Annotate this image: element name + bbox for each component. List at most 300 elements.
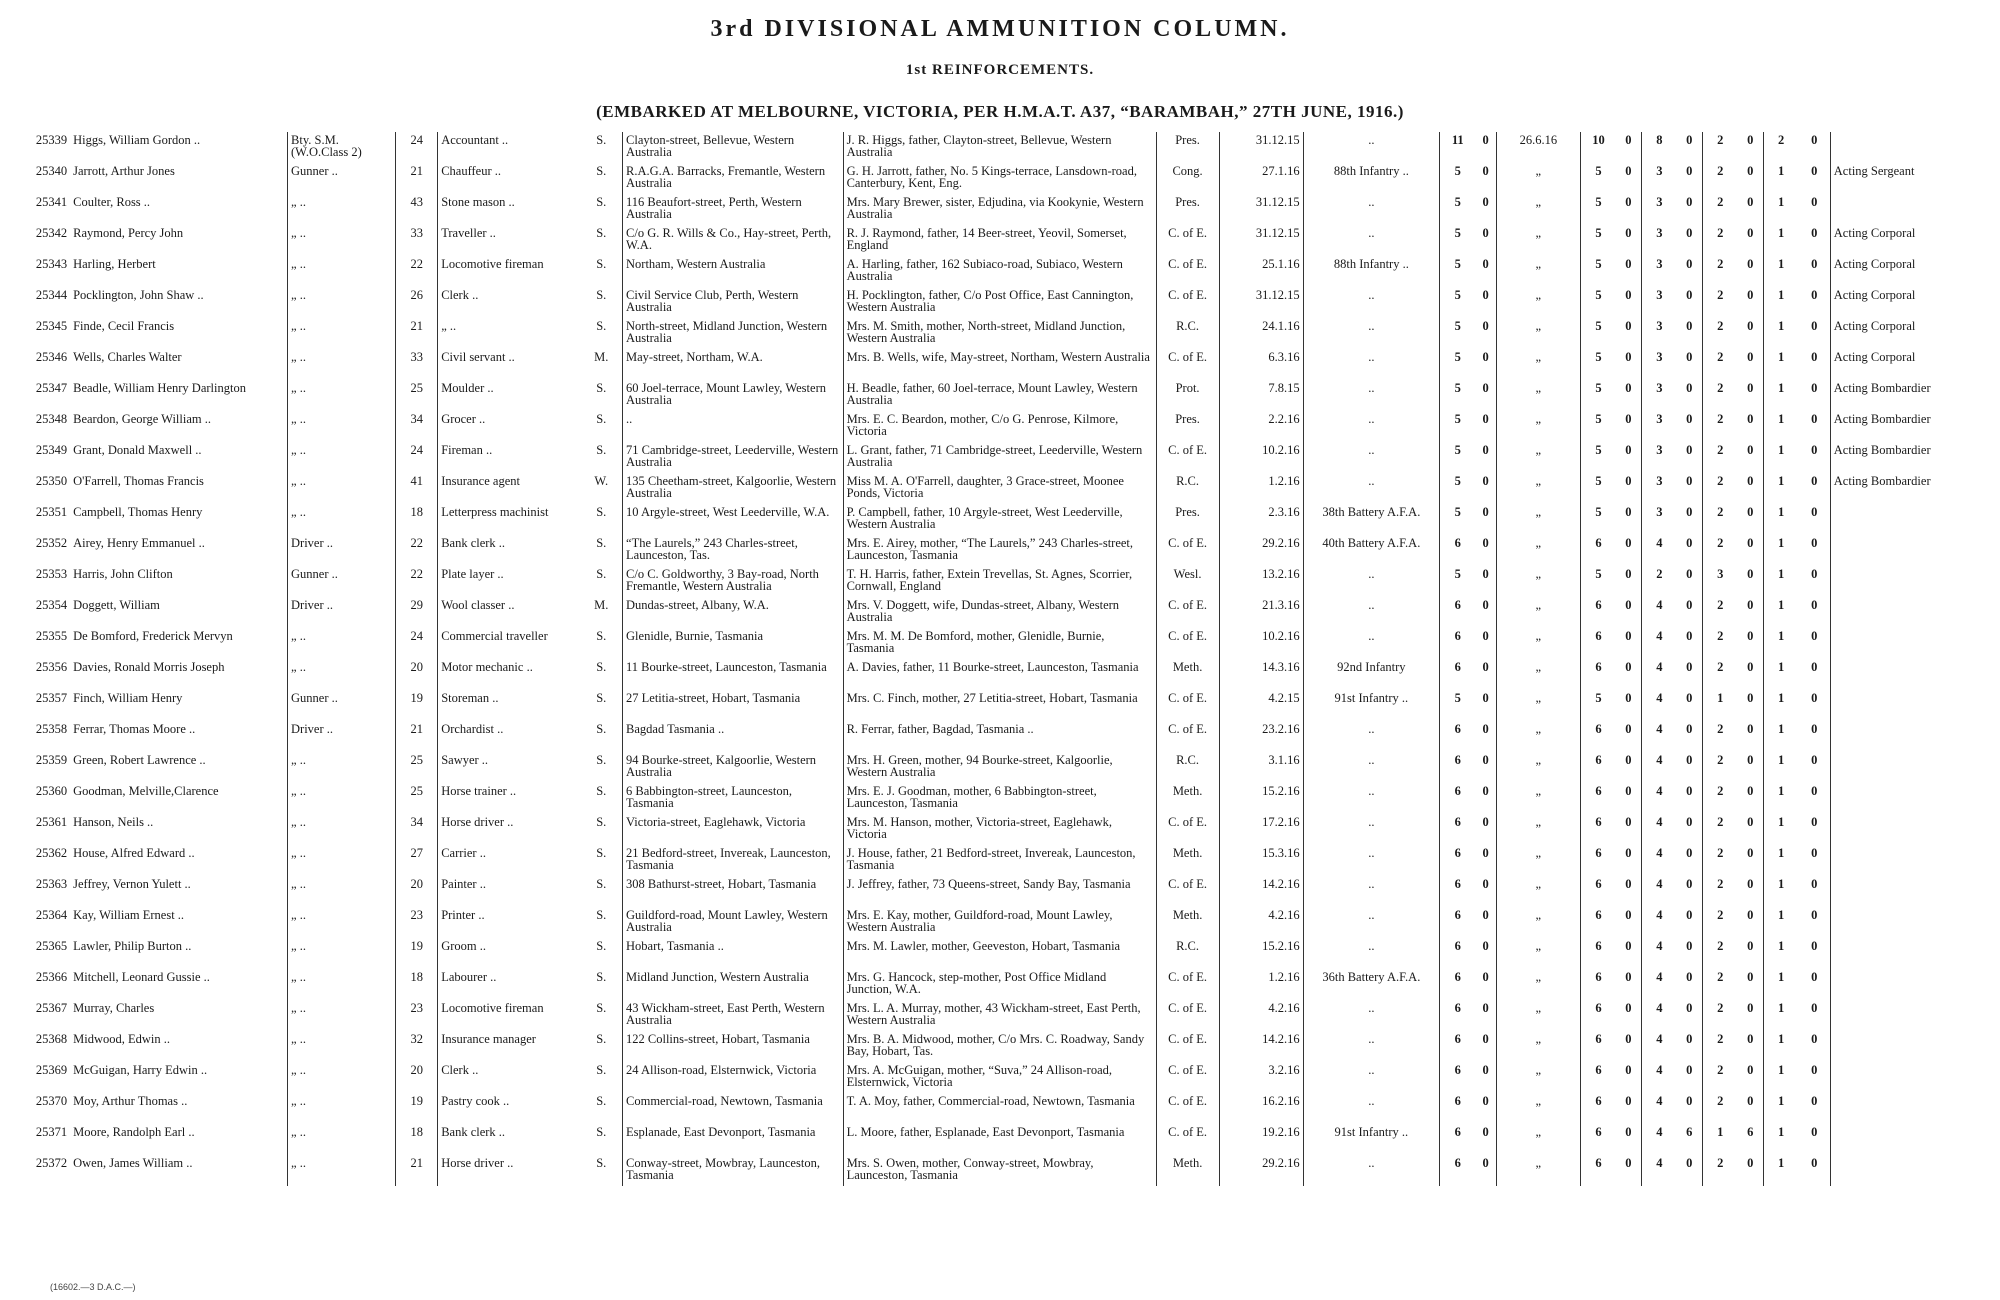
cell-prev: .. (1303, 907, 1440, 938)
cell-a2: 0 (1482, 567, 1489, 581)
cell-a1: 11 (1440, 132, 1476, 163)
cell-address: Clayton-street, Bellevue, Western Australia (623, 132, 844, 163)
cell-c1: 3 (1641, 225, 1677, 256)
cell-no: 25354 (35, 598, 68, 612)
cell-rank: „ .. (288, 225, 396, 256)
cell-prev: .. (1303, 783, 1440, 814)
cell-trade: Wool classer .. (438, 597, 581, 628)
cell-b1: 6 (1580, 1093, 1616, 1124)
nominal-roll-table (26, 132, 1988, 1186)
cell-ms: S. (596, 567, 607, 581)
cell-remark: Acting Bombardier (1830, 442, 1988, 473)
cell-prev: .. (1303, 411, 1440, 442)
cell-a2: 0 (1482, 505, 1489, 519)
cell-f2: 0 (1811, 164, 1818, 178)
cell-f2: 0 (1811, 474, 1818, 488)
cell-e1: 2 (1702, 442, 1738, 473)
cell-f2: 0 (1811, 443, 1818, 457)
cell-e2: 0 (1747, 629, 1754, 643)
cell-trade: Horse trainer .. (438, 783, 581, 814)
cell-a1: 5 (1440, 380, 1476, 411)
cell-c2: 0 (1686, 1156, 1693, 1170)
cell-date: 31.12.15 (1219, 132, 1303, 163)
cell-c2: 0 (1686, 536, 1693, 550)
cell-no: 25355 (35, 629, 68, 643)
cell-b2: 0 (1625, 381, 1632, 395)
cell-address: C/o G. R. Wills & Co., Hay-street, Perth, W.A. (623, 225, 844, 256)
cell-c1: 4 (1641, 1000, 1677, 1031)
cell-c2: 0 (1686, 319, 1693, 333)
table-row (26, 1000, 1988, 1031)
cell-prev: 38th Battery A.F.A. (1303, 504, 1440, 535)
cell-prev: .. (1303, 225, 1440, 256)
cell-e1: 1 (1702, 1124, 1738, 1155)
cell-no: 25352 (35, 536, 68, 550)
cell-name: Jarrott, Arthur Jones (73, 164, 175, 178)
cell-date: 17.2.16 (1219, 814, 1303, 845)
cell-age: 18 (396, 969, 438, 1000)
cell-e2: 0 (1747, 753, 1754, 767)
cell-a2: 0 (1482, 381, 1489, 395)
cell-d2: „ (1496, 566, 1580, 597)
cell-ms: S. (596, 846, 607, 860)
cell-ms: S. (596, 660, 607, 674)
cell-trade: Groom .. (438, 938, 581, 969)
cell-address: .. (623, 411, 844, 442)
cell-prev: .. (1303, 721, 1440, 752)
cell-a2: 0 (1482, 970, 1489, 984)
cell-date: 21.3.16 (1219, 597, 1303, 628)
cell-f1: 1 (1763, 225, 1799, 256)
cell-c2: 0 (1686, 1001, 1693, 1015)
cell-name: Higgs, William Gordon .. (73, 133, 201, 147)
cell-a2: 0 (1482, 1063, 1489, 1077)
cell-name: House, Alfred Edward .. (73, 846, 195, 860)
cell-date: 19.2.16 (1219, 1124, 1303, 1155)
cell-date: 14.3.16 (1219, 659, 1303, 690)
cell-a2: 0 (1482, 1125, 1489, 1139)
cell-a1: 5 (1440, 163, 1476, 194)
cell-ms: S. (596, 133, 607, 147)
cell-b2: 0 (1625, 1094, 1632, 1108)
cell-age: 24 (396, 442, 438, 473)
cell-age: 22 (396, 535, 438, 566)
cell-ms: S. (596, 753, 607, 767)
cell-e2: 0 (1747, 567, 1754, 581)
cell-c2: 0 (1686, 784, 1693, 798)
cell-date: 1.2.16 (1219, 473, 1303, 504)
cell-f2: 0 (1811, 412, 1818, 426)
cell-prev: .. (1303, 1155, 1440, 1186)
cell-c2: 0 (1686, 474, 1693, 488)
cell-e1: 2 (1702, 380, 1738, 411)
cell-rel: Wesl. (1156, 566, 1219, 597)
cell-f2: 0 (1811, 753, 1818, 767)
cell-no: 25341 (35, 195, 68, 209)
cell-a2: 0 (1482, 226, 1489, 240)
cell-age: 20 (396, 876, 438, 907)
cell-b1: 5 (1580, 349, 1616, 380)
table-row (26, 504, 1988, 535)
cell-b2: 0 (1625, 629, 1632, 643)
cell-kin: T. H. Harris, father, Extein Trevellas, St. Agnes, Scorrier, Cornwall, England (843, 566, 1156, 597)
cell-a2: 0 (1482, 536, 1489, 550)
cell-remark (1830, 132, 1988, 163)
cell-a2: 0 (1482, 939, 1489, 953)
cell-f1: 1 (1763, 380, 1799, 411)
cell-a1: 6 (1440, 1124, 1476, 1155)
cell-c2: 0 (1686, 970, 1693, 984)
cell-trade: Insurance manager (438, 1031, 581, 1062)
cell-no: 25367 (35, 1001, 68, 1015)
cell-b1: 5 (1580, 318, 1616, 349)
cell-no: 25361 (35, 815, 68, 829)
cell-no: 25353 (35, 567, 68, 581)
cell-e1: 2 (1702, 938, 1738, 969)
cell-address: Midland Junction, Western Australia (623, 969, 844, 1000)
cell-prev: 91st Infantry .. (1303, 690, 1440, 721)
cell-date: 14.2.16 (1219, 876, 1303, 907)
cell-a2: 0 (1482, 660, 1489, 674)
cell-b2: 0 (1625, 412, 1632, 426)
cell-c2: 0 (1686, 722, 1693, 736)
cell-a2: 0 (1482, 846, 1489, 860)
cell-name: Ferrar, Thomas Moore .. (73, 722, 196, 736)
cell-b2: 0 (1625, 195, 1632, 209)
cell-e1: 2 (1702, 659, 1738, 690)
cell-prev: .. (1303, 628, 1440, 659)
cell-d2: „ (1496, 752, 1580, 783)
cell-date: 3.2.16 (1219, 1062, 1303, 1093)
cell-remark (1830, 814, 1988, 845)
cell-kin: T. A. Moy, father, Commercial-road, Newtown, Tasmania (843, 1093, 1156, 1124)
cell-ms: S. (596, 226, 607, 240)
cell-kin: R. Ferrar, father, Bagdad, Tasmania .. (843, 721, 1156, 752)
cell-b1: 5 (1580, 163, 1616, 194)
cell-address: R.A.G.A. Barracks, Fremantle, Western Australia (623, 163, 844, 194)
cell-c2: 0 (1686, 412, 1693, 426)
table-row (26, 721, 1988, 752)
cell-rank: „ .. (288, 969, 396, 1000)
cell-b1: 5 (1580, 566, 1616, 597)
cell-b2: 0 (1625, 536, 1632, 550)
table-row (26, 287, 1988, 318)
cell-c2: 0 (1686, 567, 1693, 581)
cell-trade: Traveller .. (438, 225, 581, 256)
cell-rel: C. of E. (1156, 287, 1219, 318)
cell-b2: 0 (1625, 443, 1632, 457)
cell-age: 24 (396, 628, 438, 659)
cell-a2: 0 (1482, 443, 1489, 457)
cell-address: Conway-street, Mowbray, Launceston, Tasmania (623, 1155, 844, 1186)
cell-rank: „ .. (288, 473, 396, 504)
cell-a1: 5 (1440, 349, 1476, 380)
cell-rank: „ .. (288, 256, 396, 287)
cell-a1: 6 (1440, 938, 1476, 969)
cell-no: 25359 (35, 753, 68, 767)
cell-remark (1830, 752, 1988, 783)
cell-trade: Clerk .. (438, 1062, 581, 1093)
cell-age: 25 (396, 783, 438, 814)
cell-c2: 0 (1686, 1032, 1693, 1046)
cell-b1: 5 (1580, 380, 1616, 411)
cell-f1: 1 (1763, 845, 1799, 876)
cell-rank: „ .. (288, 1031, 396, 1062)
cell-kin: Mrs. E. Kay, mother, Guildford-road, Mount Lawley, Western Australia (843, 907, 1156, 938)
cell-c1: 4 (1641, 690, 1677, 721)
cell-c1: 3 (1641, 256, 1677, 287)
cell-ms: S. (596, 1156, 607, 1170)
cell-name: Moy, Arthur Thomas .. (73, 1094, 188, 1108)
cell-ms: S. (596, 288, 607, 302)
table-row (26, 349, 1988, 380)
cell-no: 25366 (35, 970, 68, 984)
cell-prev: .. (1303, 194, 1440, 225)
cell-a1: 6 (1440, 907, 1476, 938)
cell-prev: 91st Infantry .. (1303, 1124, 1440, 1155)
cell-f1: 1 (1763, 907, 1799, 938)
cell-date: 10.2.16 (1219, 442, 1303, 473)
cell-b1: 6 (1580, 1000, 1616, 1031)
cell-kin: H. Beadle, father, 60 Joel-terrace, Mount Lawley, Western Australia (843, 380, 1156, 411)
cell-rank: Gunner .. (288, 566, 396, 597)
cell-e2: 0 (1747, 443, 1754, 457)
cell-age: 19 (396, 690, 438, 721)
cell-b1: 6 (1580, 876, 1616, 907)
cell-rank: Driver .. (288, 721, 396, 752)
cell-c2: 0 (1686, 288, 1693, 302)
cell-c1: 3 (1641, 380, 1677, 411)
cell-remark: Acting Corporal (1830, 225, 1988, 256)
cell-a2: 0 (1482, 319, 1489, 333)
cell-rel: Meth. (1156, 907, 1219, 938)
cell-name: Grant, Donald Maxwell .. (73, 443, 202, 457)
cell-remark (1830, 566, 1988, 597)
cell-f1: 1 (1763, 721, 1799, 752)
cell-c2: 0 (1686, 226, 1693, 240)
cell-prev: .. (1303, 349, 1440, 380)
cell-date: 13.2.16 (1219, 566, 1303, 597)
cell-remark (1830, 876, 1988, 907)
cell-a1: 5 (1440, 411, 1476, 442)
cell-no: 25347 (35, 381, 68, 395)
cell-prev: .. (1303, 814, 1440, 845)
cell-f2: 0 (1811, 691, 1818, 705)
cell-no: 25357 (35, 691, 68, 705)
cell-kin: Miss M. A. O'Farrell, daughter, 3 Grace-street, Moonee Ponds, Victoria (843, 473, 1156, 504)
cell-a2: 0 (1482, 412, 1489, 426)
cell-age: 22 (396, 566, 438, 597)
cell-c1: 4 (1641, 1124, 1677, 1155)
cell-kin: L. Grant, father, 71 Cambridge-street, Leederville, Western Australia (843, 442, 1156, 473)
cell-remark (1830, 1000, 1988, 1031)
cell-age: 29 (396, 597, 438, 628)
cell-e1: 2 (1702, 752, 1738, 783)
cell-name: Beadle, William Henry Darlington (73, 381, 246, 395)
cell-date: 27.1.16 (1219, 163, 1303, 194)
cell-f2: 0 (1811, 970, 1818, 984)
cell-d2: „ (1496, 442, 1580, 473)
table-row (26, 194, 1988, 225)
cell-prev: .. (1303, 845, 1440, 876)
cell-name: Raymond, Percy John (73, 226, 184, 240)
cell-a1: 5 (1440, 194, 1476, 225)
cell-rel: C. of E. (1156, 969, 1219, 1000)
cell-ms: S. (596, 319, 607, 333)
cell-ms: S. (596, 412, 607, 426)
cell-e2: 0 (1747, 195, 1754, 209)
cell-rank: „ .. (288, 876, 396, 907)
cell-name: Mitchell, Leonard Gussie .. (73, 970, 210, 984)
cell-rank: „ .. (288, 411, 396, 442)
cell-address: Civil Service Club, Perth, Western Australia (623, 287, 844, 318)
cell-address: Glenidle, Burnie, Tasmania (623, 628, 844, 659)
cell-e2: 0 (1747, 1063, 1754, 1077)
cell-name: Hanson, Neils .. (73, 815, 154, 829)
cell-date: 25.1.16 (1219, 256, 1303, 287)
cell-remark: Acting Bombardier (1830, 411, 1988, 442)
cell-trade: Chauffeur .. (438, 163, 581, 194)
cell-trade: Grocer .. (438, 411, 581, 442)
cell-no: 25364 (35, 908, 68, 922)
cell-rank: „ .. (288, 442, 396, 473)
cell-c2: 0 (1686, 164, 1693, 178)
cell-e2: 0 (1747, 722, 1754, 736)
cell-trade: Stone mason .. (438, 194, 581, 225)
cell-d2: „ (1496, 1031, 1580, 1062)
cell-b2: 0 (1625, 939, 1632, 953)
cell-trade: Pastry cook .. (438, 1093, 581, 1124)
cell-e1: 2 (1702, 318, 1738, 349)
cell-e2: 0 (1747, 412, 1754, 426)
cell-a2: 0 (1482, 1001, 1489, 1015)
cell-trade: Clerk .. (438, 287, 581, 318)
cell-no: 25368 (35, 1032, 68, 1046)
cell-a1: 6 (1440, 721, 1476, 752)
cell-a1: 6 (1440, 876, 1476, 907)
cell-trade: Letterpress machinist (438, 504, 581, 535)
cell-address: 24 Allison-road, Elsternwick, Victoria (623, 1062, 844, 1093)
cell-trade: Horse driver .. (438, 814, 581, 845)
cell-e1: 2 (1702, 256, 1738, 287)
cell-age: 21 (396, 721, 438, 752)
embarkation-line: (EMBARKED AT MELBOURNE, VICTORIA, PER H.M.A.T. A37, “BARAMBAH,” 27TH JUNE, 1916.) (596, 102, 1404, 121)
cell-prev: .. (1303, 1000, 1440, 1031)
cell-d2: „ (1496, 1155, 1580, 1186)
cell-date: 24.1.16 (1219, 318, 1303, 349)
cell-kin: G. H. Jarrott, father, No. 5 Kings-terrace, Lansdown-road, Canterbury, Kent, Eng. (843, 163, 1156, 194)
cell-f1: 1 (1763, 628, 1799, 659)
cell-rel: Pres. (1156, 504, 1219, 535)
cell-age: 26 (396, 287, 438, 318)
cell-d2: „ (1496, 845, 1580, 876)
cell-address: 21 Bedford-street, Invereak, Launceston, Tasmania (623, 845, 844, 876)
cell-f2: 0 (1811, 908, 1818, 922)
cell-d2: „ (1496, 907, 1580, 938)
cell-a1: 6 (1440, 659, 1476, 690)
cell-address: 10 Argyle-street, West Leederville, W.A. (623, 504, 844, 535)
table-row (26, 628, 1988, 659)
cell-f1: 1 (1763, 1124, 1799, 1155)
cell-b1: 6 (1580, 628, 1616, 659)
cell-b1: 5 (1580, 690, 1616, 721)
cell-f2: 0 (1811, 722, 1818, 736)
cell-f2: 0 (1811, 1156, 1818, 1170)
cell-trade: Bank clerk .. (438, 535, 581, 566)
cell-ms: S. (596, 1063, 607, 1077)
cell-no: 25356 (35, 660, 68, 674)
cell-f2: 0 (1811, 350, 1818, 364)
cell-b2: 0 (1625, 1032, 1632, 1046)
cell-no: 25371 (35, 1125, 68, 1139)
cell-rel: Meth. (1156, 659, 1219, 690)
cell-b1: 6 (1580, 1031, 1616, 1062)
table-row (26, 597, 1988, 628)
cell-b2: 0 (1625, 1063, 1632, 1077)
cell-a1: 5 (1440, 442, 1476, 473)
cell-kin: Mrs. E. Airey, mother, “The Laurels,” 243 Charles-street, Launceston, Tasmania (843, 535, 1156, 566)
cell-d2: „ (1496, 411, 1580, 442)
cell-no: 25350 (35, 474, 68, 488)
cell-e1: 2 (1702, 535, 1738, 566)
cell-age: 21 (396, 318, 438, 349)
cell-name: Davies, Ronald Morris Joseph (73, 660, 225, 674)
cell-a2: 0 (1482, 350, 1489, 364)
table-row (26, 225, 1988, 256)
cell-b2: 0 (1625, 133, 1632, 147)
cell-trade: Locomotive fireman (438, 1000, 581, 1031)
cell-address: 71 Cambridge-street, Leederville, Western Australia (623, 442, 844, 473)
cell-a1: 6 (1440, 1155, 1476, 1186)
cell-c2: 0 (1686, 133, 1693, 147)
cell-name: Harling, Herbert (73, 257, 156, 271)
cell-no: 25360 (35, 784, 68, 798)
cell-a1: 5 (1440, 504, 1476, 535)
cell-name: Pocklington, John Shaw .. (73, 288, 204, 302)
cell-name: Harris, John Clifton (73, 567, 173, 581)
cell-rel: Pres. (1156, 411, 1219, 442)
cell-remark (1830, 969, 1988, 1000)
cell-name: O'Farrell, Thomas Francis (73, 474, 204, 488)
cell-b1: 5 (1580, 442, 1616, 473)
cell-age: 20 (396, 1062, 438, 1093)
cell-c2: 0 (1686, 505, 1693, 519)
cell-trade: Orchardist .. (438, 721, 581, 752)
cell-rank: „ .. (288, 907, 396, 938)
table-row (26, 907, 1988, 938)
cell-age: 32 (396, 1031, 438, 1062)
cell-a1: 6 (1440, 1062, 1476, 1093)
cell-f1: 1 (1763, 349, 1799, 380)
cell-c1: 4 (1641, 1031, 1677, 1062)
cell-ms: S. (596, 164, 607, 178)
cell-c2: 0 (1686, 598, 1693, 612)
cell-e2: 0 (1747, 381, 1754, 395)
cell-rank: „ .. (288, 349, 396, 380)
cell-kin: Mrs. A. McGuigan, mother, “Suva,” 24 Allison-road, Elsternwick, Victoria (843, 1062, 1156, 1093)
cell-trade: Motor mechanic .. (438, 659, 581, 690)
cell-d2: „ (1496, 597, 1580, 628)
cell-b1: 6 (1580, 1124, 1616, 1155)
table-row (26, 473, 1988, 504)
cell-rel: R.C. (1156, 752, 1219, 783)
cell-no: 25365 (35, 939, 68, 953)
cell-kin: A. Harling, father, 162 Subiaco-road, Subiaco, Western Australia (843, 256, 1156, 287)
cell-age: 18 (396, 1124, 438, 1155)
cell-a2: 0 (1482, 815, 1489, 829)
cell-date: 31.12.15 (1219, 225, 1303, 256)
cell-rank: „ .. (288, 194, 396, 225)
